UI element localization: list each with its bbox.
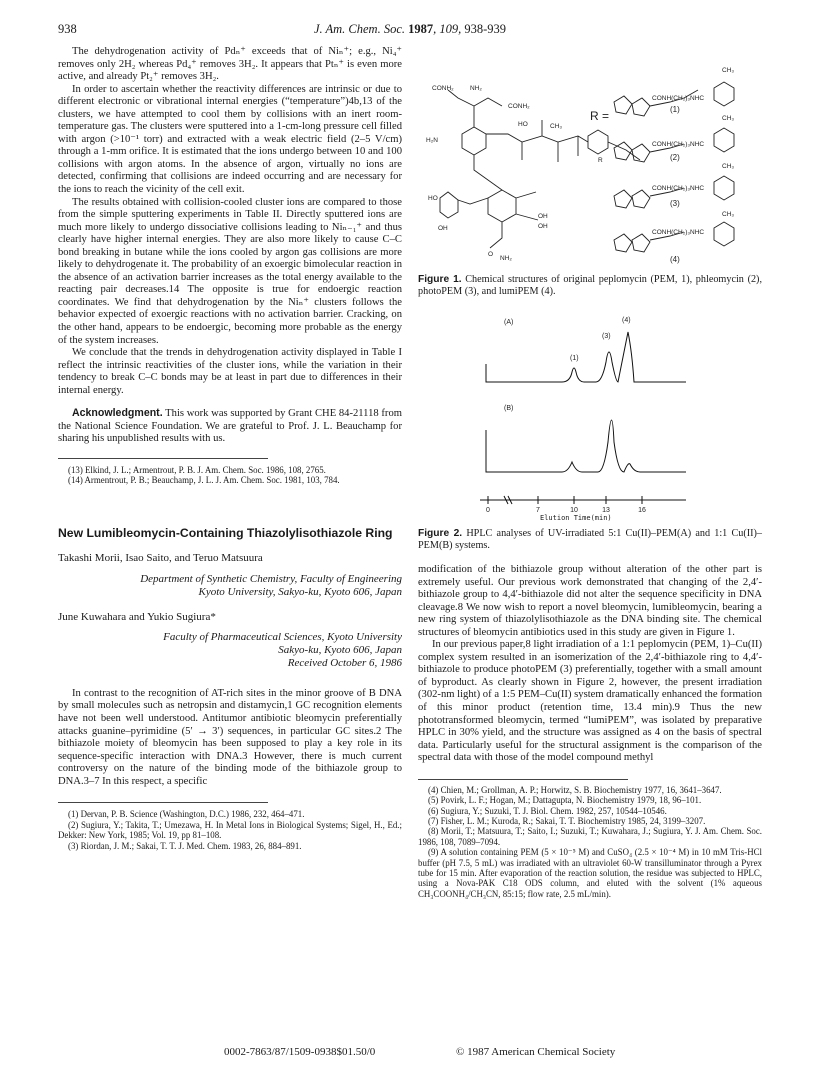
panel-b-label: (B) [504,405,514,412]
acknowledgment-label: Acknowledgment. [72,407,163,420]
acknowledgment-text: This work was supported by Grant CHE 84-21118 from the National Science Foundation. We are grateful to Prof. J. L. Beauchamp for sharing his unpublished results with us. [58,408,402,445]
reference: (7) Fisher, L. M.; Kuroda, R.; Sakai, T. T. Biochemistry 1985, 24, 3199–3207. [428,815,706,826]
reference: (8) Morii, T.; Matsuura, T.; Saito, I.; Suzuki, T.; Kuwahara, J.; Sugiura, Y. J. Am. Chem. Soc. 1986, 108, 7089–7094. [418,826,762,847]
journal-pages: 938-939 [464,22,507,36]
issn-line: 0002-7863/87/1509-0938$01.50/0 [224,1046,376,1058]
svg-text:OH: OH [538,223,548,230]
peak-label-1: (1) [570,355,579,362]
figure1-caption-text: Chemical structures of original peplomycin (PEM, 1), phleomycin (2), photoPEM (3), and lumiPEM (4). [418,274,762,298]
references-top [58,458,340,486]
svg-text:OH: OH [538,213,548,220]
received-date: Received October 6, 1986 [287,657,402,670]
affiliation-1 [58,573,402,599]
right-column [418,564,762,899]
reference: (3) Riordan, J. M.; Sakai, T. T. J. Med. Chem. 1983, 26, 884–891. [68,840,302,851]
svg-text:CONH₂: CONH₂ [432,85,454,92]
x-axis-label: Elution Time(min) [540,514,612,522]
r-label: R = [590,109,610,123]
figure1-caption-label: Figure 1. [418,274,462,285]
svg-text:NH₂: NH₂ [470,85,482,92]
affiliation-line: Department of Synthetic Chemistry, Faculty of Engineering [140,572,402,585]
reference: (1) Dervan, P. B. Science (Washington, D.C.) 1986, 232, 464–471. [68,809,305,820]
x-tick-label: 13 [602,507,610,512]
svg-text:O: O [488,251,494,258]
reference: (5) Povirk, L. F.; Hogan, M.; Dattagupta, N. Biochemistry 1979, 18, 96–101. [428,795,702,806]
svg-text:CH₃: CH₃ [722,211,735,218]
reference: (13) Elkind, J. L.; Armentrout, P. B. J. Am. Chem. Soc. 1986, 108, 2765. [68,464,326,475]
figure2-caption [418,528,762,553]
figure2-caption-label: Figure 2. [418,528,463,539]
reference: (6) Sugiura, Y.; Suzuki, T. J. Biol. Chem. 1982, 257, 10544–10546. [428,805,667,816]
page-number: 938 [58,22,77,36]
svg-text:CONH(CH₂)₃NHC: CONH(CH₂)₃NHC [652,229,705,236]
journal-year: 1987 [408,22,434,36]
references-article-right [418,779,762,899]
figure2-caption-text: HPLC analyses of UV-irradiated 5:1 Cu(II)–PEM(A) and 1:1 Cu(II)–PEM(B) systems. [418,528,763,552]
affiliation-2 [58,631,402,657]
affiliation-line: Sakyo-ku, Kyoto 606, Japan [278,644,402,657]
svg-text:CH₃: CH₃ [550,123,563,130]
figure2-hplc [478,312,708,512]
reference: (4) Chien, M.; Grollman, A. P.; Horwitz, S. B. Biochemistry 1977, 16, 3641–3647. [428,784,722,795]
authors-group-2: June Kuwahara and Yukio Sugiura* [58,610,216,623]
reference: (2) Sugiura, Y.; Takita, T.; Umezawa, H. In Metal Ions in Biological Systems; Sigel, H., Ed.; Dekker: New York, 1985; Vol. 19, pp 81–108. [58,819,402,841]
svg-text:CH₃: CH₃ [722,115,735,122]
journal-name: J. Am. Chem. Soc. [313,22,406,36]
paragraph: The dehydrogenation activity of Pdₙ⁺ exceeds that of Niₙ⁺; e.g., Ni₄⁺ removes only 2H₂ whereas Pd₄⁺ removes 3H₂. It appears that Ptₙ⁺ is even more active, and already Pt₂⁺ removes 3H₂. [58,46,402,83]
reference: (14) Armentrout, P. B.; Beauchamp, J. L. J. Am. Chem. Soc. 1981, 103, 784. [68,475,340,486]
x-tick-label: 10 [570,507,578,512]
body-paragraph: In contrast to the recognition of AT-rich sites in the minor groove of B DNA by small molecules such as netropsin and distamycin,1 GC recognition elements have not been well understood. Antitumor antibiotic bleomycin preferentially attacks guanine–pyrimidine (5′ → 3′) sequences, in particular GC sites.2 The bithiazole moiety of bleomycin has been supposed to play a key role in its sequence-specific interaction with DNA.3 However, there is much current controversy on the nature of the binding mode of the bithiazole group to DNA.3–7 In this respect, a specific [58,687,402,787]
svg-text:CONH₂: CONH₂ [508,103,530,110]
compound-label: (1) [670,105,680,114]
body-paragraph: modification of the bithiazole group without alteration of the other part is extremely useful. Our previous work demonstrated that changing of the 2,4′-bithiazole group to 4,4′-bithiazole did not alter the sequence specificity in DNA cleavage.8 We now wish to report a novel bleomycin, lumibleomycin, bearing a new ring system of thiazolylisothiazole as the DNA binding site. The chemical structures of bleomycin antibiotics used in this study are given in Figure 1. [418,564,762,638]
figure1-structures [418,50,762,270]
paragraph: The results obtained with collision-cooled cluster ions are compared to those from the simple sputtering experiments in Table II. Directly sputtered ions are much more likely to undergo dissociative collisions leading to Niₙ₋₁⁺ and thus clearly have higher internal energies. They are also more likely to cause C–C bond breaking in butane while the ions cooled by argon gas collisions are more likely to dehydrogenate it. The probability of an exoergic bimolecular reaction in the absence of an activation barrier increases as the total energy available to the reacting pair decreases.14 The opposite is true for endoergic reaction coordinates. We find that dehydrogenation by the Niₙ⁺ clusters follows the behavior expected of exoergic reactions with no activation barrier. Cracking, on the other hand, appears to be endoergic, becoming more probable as the energy of the system increases. [58,196,402,346]
compound-label: (3) [670,199,680,208]
references-article-left [58,802,402,851]
svg-text:CH₃: CH₃ [722,67,735,74]
affiliation-line: Kyoto University, Sakyo-ku, Kyoto 606, Japan [198,585,402,598]
paragraph: In order to ascertain whether the reactivity differences are intrinsic or due to different electronic or vibrational internal energies (“temperature”)4b,13 of the clusters, we have attempted to cool them by collisions with an inert room-temperature gas. The clusters were sputtered into a 1-cm-long pressure cell filled with argon (>10⁻¹ torr) and extracted with a weak electric field (2–5 V/cm) through a 1-mm orifice. It is estimated that the ions undergo between 10 and 100 collisions with argon atoms. In the absence of argon, virtually no ions are detected, confirming that collisions are indeed occurring and are necessary for the ions to reach the vicinity of the cell exit. [58,83,402,196]
svg-text:HO: HO [428,195,438,202]
copyright-line: © 1987 American Chemical Society [456,1046,616,1058]
figure1-caption [418,274,762,299]
peak-label-4: (4) [622,317,631,324]
journal-volume: 109 [439,22,459,36]
acknowledgment [58,407,402,446]
compound-label: (2) [670,153,680,162]
svg-text:CONH(CH₂)₃NHC: CONH(CH₂)₃NHC [652,95,705,102]
svg-text:CH₃: CH₃ [722,163,735,170]
svg-text:CONH(CH₂)₃NHC: CONH(CH₂)₃NHC [652,185,705,192]
chromatogram-a-trace [486,332,686,382]
authors-group-1: Takashi Morii, Isao Saito, and Teruo Matsuura [58,552,263,565]
compound-label: (4) [670,255,680,264]
panel-a-label: (A) [504,319,514,326]
peak-label-3: (3) [602,333,611,340]
chromatogram-b-trace [486,420,686,472]
article-title: New Lumibleomycin-Containing Thiazolylisothiazole Ring [58,525,393,540]
journal-line: J. Am. Chem. Soc. 1987, 109, 938-939 [313,22,507,36]
affiliation-line: Faculty of Pharmaceutical Sciences, Kyoto University [163,631,402,644]
svg-text:R: R [598,157,603,164]
x-tick-label: 7 [536,507,540,512]
svg-text:CONH(CH₂)₃NHC: CONH(CH₂)₃NHC [652,141,705,148]
body-paragraph: In our previous paper,8 light irradiation of a 1:1 peplomycin (PEM, 1)–Cu(II) complex system resulted in an isomerization of the 2,4′-bithiazole ring to 4,4′-bithiazole to produce photoPEM (3) preferentially, together with a small amount of byproduct. As clearly shown in Figure 2, however, the present irradiation (302-nm light) of a 1:5 PEM–Cu(II) system dramatically enhanced the formation of this minor product (retention time, 13.4 min).9 Thus the new phototransformed bleomycin, termed “lumiPEM”, was isolated by preparative HPLC in 30% yield, and the structure was assigned as 4 on the basis of spectral data. Particularly useful for the structural assignment is the comparison of the spectral data with those of the model compound methyl [418,639,762,764]
page-header [58,22,762,38]
svg-text:NH₂: NH₂ [500,255,512,262]
svg-text:H₂N: H₂N [426,137,438,144]
reference: (9) A solution containing PEM (5 × 10⁻⁵ M) and CuSO₄ (2.5 × 10⁻⁴ M) in 10 mM Tris-HCl buffer (pH 7.5, 5 mL) was irradiated with an ultraviolet 60-W transilluminator through a Pyrex tube for 15 min. After evaporation of the reaction solution, the residue was subjected to HPLC, using a Nova-PAK C18 ODS column, and eluted with the solvent (1% aqueous CH₃COONH₄/CH₃CN, 85:15; flow rate, 2.5 mL/min). [418,847,762,899]
svg-text:OH: OH [438,225,448,232]
left-column [58,46,402,851]
x-tick-label: 0 [486,507,490,512]
paragraph: We conclude that the trends in dehydrogenation activity displayed in Table I reflect the intrinsic reactivities of the cluster ions, while the variation in their tendency to break C–C bonds may be at least in part due to differences in their internal energy. [58,347,402,396]
svg-text:HO: HO [518,121,528,128]
x-tick-label: 16 [638,507,646,512]
